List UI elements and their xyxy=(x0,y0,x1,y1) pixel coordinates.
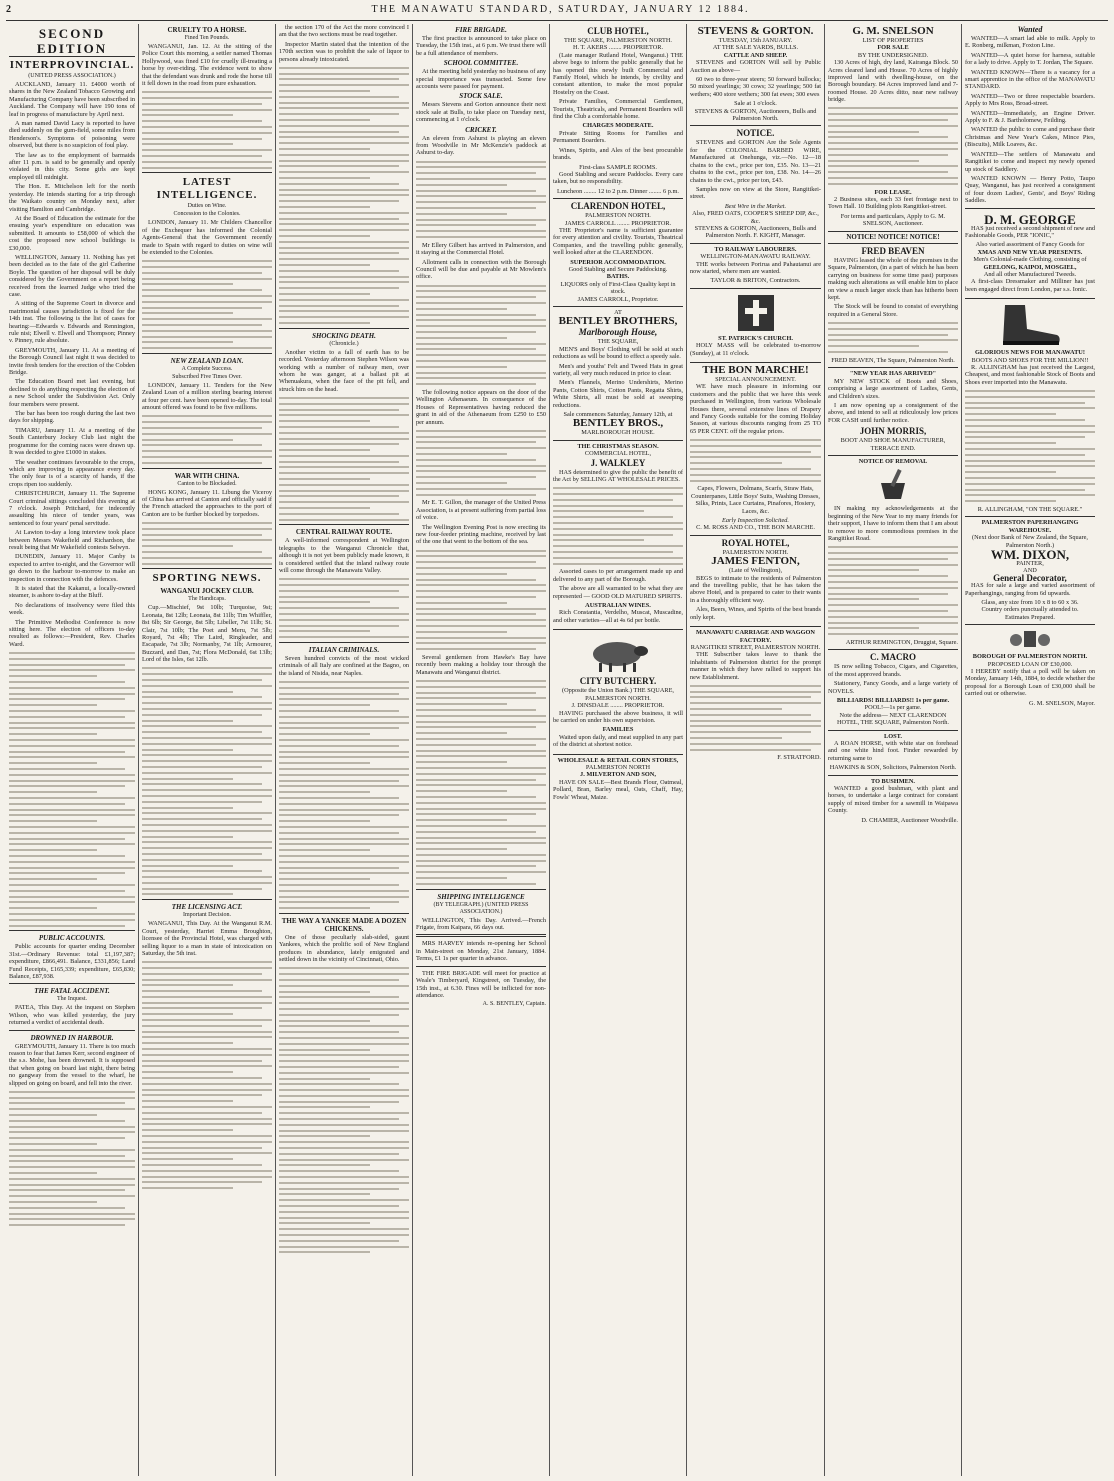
text-lines xyxy=(279,578,409,638)
ad-line: F. STRATFORD. xyxy=(777,754,821,762)
subheading: Duties on Wine. xyxy=(187,203,227,210)
subheading: Important Decision. xyxy=(183,912,231,919)
ad-line: JAMES CARROLL, Proprietor. xyxy=(577,295,659,303)
text-lines xyxy=(9,652,135,926)
ad-line: LIQUORS only of First-Class Quality kept in stock. xyxy=(560,280,676,296)
bon-marche-ad xyxy=(690,363,821,536)
ad-line: ARTHUR REMINGTON, Druggist, Square. xyxy=(845,638,958,646)
ad-line: XMAS AND NEW YEAR PRESENTS. xyxy=(977,248,1083,256)
ad-text: WANTED a good bushman, with plant and horses, to undertake a large contract for constant supply of mixed timber for a sawmill in Waipawa County. xyxy=(828,785,958,815)
text-lines xyxy=(828,107,958,184)
ad-line: LIST OF PROPERTIES xyxy=(862,37,924,44)
loan-heading: NEW ZEALAND LOAN. xyxy=(170,356,244,365)
ad-title: Marlborough House, xyxy=(578,327,658,338)
ad-text: HOLY MASS will be celebrated to-morrow (Sunday), at 11 o'clock. xyxy=(690,342,821,357)
fire-brigade-heading: FIRE BRIGADE. xyxy=(455,26,507,34)
article-paragraph: HONG KONG, January 11. Libung the Viceroy of China has arrived at Canton and officially said if the French attacked the approaches to the port of Canton are to be further blocked by torpedoes. xyxy=(142,488,272,518)
lost-horse-ad xyxy=(828,731,958,776)
article-paragraph: WANGANUI, This Day. At the Wanganui R.M. Court, yesterday, Harriet Emma Broughton, licensee of the Provincial Hotel, was charged with selling liquor to a man in state of intoxication on Saturday, the 5th inst. xyxy=(142,920,272,957)
ad-line: POOL!—1s per game. xyxy=(864,704,922,712)
ad-line: FOR SALE xyxy=(877,44,909,52)
ad-line: Sale at 1 o'clock. xyxy=(734,100,777,108)
article-paragraph: The law as to the employment of barmaids after 11 p.m. is said to be generally and openly violated in this city. Some girls are kept employed till midnight. xyxy=(9,151,135,181)
ad-title: CITY BUTCHERY. xyxy=(579,676,657,687)
ad-line: SUPERIOR ACCOMMODATION. xyxy=(570,258,666,266)
bushmen-ad xyxy=(828,776,958,827)
ad-line: THE SQUARE, xyxy=(597,338,639,346)
subheading: A Complete Success. xyxy=(181,365,233,372)
article-paragraph: GREYMOUTH, January 11. There is too much reason to fear that James Kerr, second engineer of the s.s. Mohe, has been drowned. It is supposed that when going on board last night, there being no gangway from the vessel to the wharf, he slipped on going on board, and fell into the river. xyxy=(9,1042,135,1087)
text-lines xyxy=(690,685,821,751)
article-paragraph: It is stated that the Kakanui, a locally-owned steamer, is ashore to-day at the Bluff. xyxy=(9,585,135,600)
text-lines xyxy=(416,161,546,238)
shipping-heading: SHIPPING INTELLIGENCE xyxy=(437,892,525,901)
ad-line: TO RAILWAY LABOURERS. xyxy=(714,245,797,253)
article-paragraph: the section 170 of the Act the more convinced I am that the two sections must be read together. xyxy=(279,24,409,39)
ad-text: The above are all warranted to be what they are represented — GOOD OLD MATURED SPIRITS. xyxy=(553,585,683,600)
ad-line: WHOLESALE & RETAIL CORN STORES, xyxy=(557,756,679,764)
boot-icon xyxy=(995,303,1065,347)
ad-title: WM. DIXON, xyxy=(990,546,1070,562)
licensing-heading: THE LICENSING ACT. xyxy=(171,903,243,912)
ad-text: MY NEW STOCK of Boots and Shoes, comprising a large assortment of Ladies, Gents, and Children's sizes. xyxy=(828,377,958,400)
sheep-icon xyxy=(583,634,653,674)
article-paragraph: Mr E. T. Gillon, the manager of the United Press Association, is at present suffering from partial loss of voice. xyxy=(416,499,546,522)
ad-line: Estimates Prepared. xyxy=(1004,613,1055,621)
article-paragraph: A well-informed correspondent at Wellington telegraphs to the Wanganui Chronicle that, although it is not yet been publicly made known, it is considered settled that the inland railway route will come through the Manawatu Valley. xyxy=(279,537,409,575)
text-lines xyxy=(690,439,821,482)
column-8 xyxy=(962,24,1098,1476)
second-edition-heading: SECOND EDITION xyxy=(9,26,135,57)
ad-text: Private Families, Commercial Gentlemen, Tourists, Theatricals, and Permanent Boarders will find the Club a comfortable home. xyxy=(553,98,683,121)
article-paragraph: The Primitive Methodist Conference is now sitting here. The election of officers to-day resulted as follows:—President, Rev. Charles Ward. xyxy=(9,618,135,648)
carriage-factory-ad xyxy=(690,627,821,765)
text-lines xyxy=(279,67,409,324)
ad-text: 2 Business sites, each 33 feet frontage next to Town Hall. 10 Building plots Rangitikei-street. xyxy=(828,196,958,211)
ad-text: Stationery, Fancy Goods, and a large variety of NOVELS. xyxy=(828,680,958,695)
article-paragraph: DUNEDIN, January 11. Major Canby is expected to arrive to-night, and the Governor will go down to the harbour to-morrow to make an inspection in connection with the defences. xyxy=(9,553,135,583)
ad-text: BEGS to intimate to the residents of Palmerston and the travelling public, that he has taken the above Hotel, and is prepared to cater to their wants in a thoroughly efficient way. xyxy=(690,574,821,604)
ad-line: JAMES CARROLL ........ PROPRIETOR. xyxy=(564,219,672,227)
beaven-ad xyxy=(828,244,958,368)
stevens-gorton-sale-ad xyxy=(690,24,821,126)
ad-line: THE CHRISTMAS SEASON. xyxy=(577,442,659,450)
wanted-ad: WANTED—A quiet horse for harness, suitable for a lady to drive. Apply to T. Jordan, The Square. xyxy=(965,51,1095,67)
text-lines xyxy=(142,667,272,895)
ad-line: COMMERCIAL HOTEL, xyxy=(584,450,652,458)
stock-sale-heading: STOCK SALE. xyxy=(459,92,503,101)
ad-line: Men's Colonial-made Clothing, consisting of xyxy=(973,256,1087,264)
ad-title: BENTLEY BROTHERS, xyxy=(558,315,678,328)
article-paragraph: Messrs Stevens and Gorton announce their next stock sale at Bulls, to take place on Tuesday next, commencing at 1 o'clock. xyxy=(416,101,546,124)
article-paragraph: A man named David Lacy is reported to have died suddenly on the gum-field, some miles from Henderson's. Symptoms of poisoning were observed, but there is no suspicion of foul play. xyxy=(9,120,135,150)
column-2 xyxy=(139,24,276,1476)
ad-line: D. CHAMIER, Auctioneer Woodville. xyxy=(861,816,958,824)
article-paragraph: Inspector Martin stated that the intention of the 170th section was to prohibit the sale of liquor to persons already intoxicated. xyxy=(279,40,409,63)
subheading: (Chronicle.) xyxy=(329,340,359,347)
ad-text: MEN'S and Boys' Clothing will be sold at such reductions as will be bound to effect a speedy sale. xyxy=(553,345,683,361)
ad-text: STEVENS and GORTON Are the Sole Agents for the COLONIAL BARBED WIRE, Manufactured at Onehunga, viz.—No. 12—18 chains to the cwt., price per ton, £35. No. 13—21 chains to the cwt., price per ton, £38. No. 14—26 chains to the cwt., price per ton, £43. xyxy=(690,139,821,184)
ad-text: R. ALLINGHAM has just received the Largest, Cheapest, and most fashionable Stock of Boots and Shoes ever imported into the Manawatu. xyxy=(965,364,1095,386)
ad-title: C. MACRO xyxy=(870,652,916,663)
text-lines xyxy=(416,285,546,386)
ad-line: (Next door Bank of New Zealand, the Square, Palmerston North.) xyxy=(972,534,1088,549)
ad-text: A ROAN HORSE, with white star on forehead and one white hind foot. Finder rewarded by returning same to xyxy=(828,739,958,762)
ad-line: J. MILVERTON AND SON, xyxy=(580,771,656,779)
subheading: Canton to be Blockaded. xyxy=(177,480,237,487)
article-paragraph: PATEA, This Day. At the inquest on Stephen Wilson, who was killed yesterday, the jury returned a verdict of accidental death. xyxy=(9,1004,135,1027)
walkley-ad xyxy=(553,441,683,630)
ad-line: FRED BEAVEN, The Square, Palmerston North. xyxy=(831,356,955,364)
cricket-heading: CRICKET. xyxy=(465,125,497,134)
ad-line: TAYLOR & BRITON, Contractors. xyxy=(710,277,801,285)
ad-line: PROPOSED LOAN OF £30,000. xyxy=(987,660,1073,668)
ad-line: Best Wire in the Market. xyxy=(724,202,787,210)
ad-text: 130 Acres of high, dry land, Kairanga Block. 50 Acres cleared land and House. 70 Acres of highly improved land with dwelling-house, on the Borough boundary. 84 Acres improved land and 7-roomed House. 20 Acres ditto, near new railway bridge. xyxy=(828,59,958,104)
article-paragraph: LONDON, January 11. Tenders for the New Zealand Loan of a million sterling bearing interest at four per cent. have been opened to-day. The total amount offered was found to be five millions. xyxy=(142,381,272,412)
italian-criminals-heading: ITALIAN CRIMINALS. xyxy=(308,646,380,655)
ad-line: Early Inspection Solicited. xyxy=(722,517,789,525)
ad-title: CLUB HOTEL, xyxy=(587,26,649,36)
corn-stores-ad xyxy=(553,755,683,806)
ad-title: STEVENS & GORTON. xyxy=(697,25,814,37)
ad-line: STEVENS & GORTON, Auctioneers, Bulls and Palmerston North. xyxy=(694,107,817,123)
allingham-ad xyxy=(965,299,1095,517)
article-paragraph: Seven hundred convicts of the most wicked criminals of all Italy are confined at the Bagno, on the island of Nisida, near Naples. xyxy=(279,655,409,677)
ad-line: SPECIAL ANNOUNCEMENT. xyxy=(715,376,796,383)
barbed-wire-notice-ad xyxy=(690,126,821,243)
ad-text: Men's and youths' Felt and Tweed Hats in great variety, all very much reduced in price to clear. xyxy=(553,362,683,378)
ad-text: IN making my acknowledgements at the beginning of the New Year to my many friends for their support, I have to inform them that I am about to remove to more commodious premises in the Rangitikei Road. xyxy=(828,505,958,542)
morris-boots-ad xyxy=(828,368,958,456)
fire-brigade-ad: THE FIRE BRIGADE will meet for practice at Weale's Timberyard, Kingstreet, on Tuesday, the 15th inst., at 6.30. Fines will be inflicted for non-attendance. xyxy=(416,969,546,999)
ad-text: (Late manager Rutland Hotel, Wanganui.) THE above begs to inform the public generally that he has opened this newly built Commercial and Family Hotel, which he intends, by civility and constant attention, to make the most popular Hostelry on the Coast. xyxy=(553,51,683,96)
club-hotel-ad xyxy=(553,24,683,199)
ad-line: C. M. ROSS AND CO., THE BON MARCHE. xyxy=(696,524,815,532)
article-paragraph: Allotment calls in connection with the Borough Council will be due and payable at Mr Mowlem's office. xyxy=(416,258,546,281)
article-paragraph: At Lawton to-day a long interview took place between Messrs Wakefield and Richardson, the result being that Mr Wakefield contests Selwyn. xyxy=(9,529,135,551)
public-accounts-heading: PUBLIC ACCOUNTS. xyxy=(38,934,106,943)
george-ad xyxy=(965,212,1095,300)
ad-line: Good Stabling and Secure Paddocking. xyxy=(568,265,668,273)
text-lines xyxy=(828,322,958,353)
column-4 xyxy=(413,24,550,1476)
text-lines xyxy=(965,390,1095,502)
ad-text: A first-class Dressmaker and Milliner has just been engaged direct from London, par s.s. Ionic. xyxy=(965,278,1095,293)
ad-line: BY THE UNDERSIGNED. xyxy=(857,51,929,59)
ad-line: WELLINGTON-MANAWATU RAILWAY. xyxy=(700,253,811,261)
notice-bar: NOTICE! NOTICE! NOTICE! xyxy=(828,232,958,244)
ad-text: Wines, Spirits, and Ales of the best procurable brands. xyxy=(553,146,683,162)
war-china-heading: WAR WITH CHINA. xyxy=(174,471,240,480)
subheading: The Handicaps. xyxy=(188,596,226,603)
remington-removal-ad xyxy=(828,456,958,650)
ad-line: H. T. AKERS ........ PROPRIETOR. xyxy=(572,44,664,52)
text-lines xyxy=(553,487,683,564)
ad-line: (Opposite the Union Bank.) THE SQUARE, PALMERSTON NORTH. xyxy=(562,687,674,702)
ad-line: Country orders punctually attended to. xyxy=(981,606,1079,614)
mortar-pestle-icon xyxy=(875,467,911,503)
article-paragraph: The bar has been too rough during the last two days for shipping. xyxy=(9,410,135,425)
ad-line: STEVENS & GORTON, Auctioneers, Bulls and Palmerston North. F. KIGHT, Manager. xyxy=(694,224,817,240)
ad-line: PALMERSTON NORTH xyxy=(585,763,651,771)
article-paragraph: AUCKLAND, January 11. £4000 worth of shares in the New Zealand Tobacco Growing and Manufacturing Company have been subscribed in Auckland. The Company will have 190 tons of leaf in progress of manufacture by April next. xyxy=(9,81,135,118)
jockey-club-heading: WANGANUI JOCKEY CLUB. xyxy=(160,587,254,596)
ad-title: J. WALKLEY xyxy=(590,457,646,468)
text-lines xyxy=(142,260,272,349)
ad-line: Luncheon ........ 12 to 2 p.m. Dinner ........ 6 p.m. xyxy=(557,187,679,195)
wanted-ad: WANTED—Two or three respectable boarders. Apply to Mrs Ross, Broad-street. xyxy=(965,92,1095,108)
article-paragraph: WANGANUI, Jan. 12. At the sitting of the Police Court this morning, a settler named Thomas Hollywood, was fined £10 for cruelly ill-treating a horse by over-riding. The evidence went to show that the defendant was drunk and rode the horse till it fell down in the road from pure exhaustion. xyxy=(142,43,272,88)
ad-line: BILLIARDS! BILLIARDS!! 1s per game. xyxy=(836,696,950,704)
subheading: The Inquest. xyxy=(57,996,87,1003)
ad-text: HAS determined to give the public the benefit of the Act by SELLING AT WHOLESALE PRICES. xyxy=(553,468,683,484)
railway-route-heading: CENTRAL RAILWAY ROUTE. xyxy=(295,528,393,537)
snelson-properties-ad xyxy=(828,24,958,232)
ad-text: STEVENS and GORTON Will sell by Public Auction as above— xyxy=(690,59,821,74)
article-paragraph: The first practice is announced to take place on Tuesday, the 15th inst., at 6 p.m. We trust there will be a full attendance of members. xyxy=(416,35,546,57)
ad-line: AT THE SALE YARDS, BULLS. xyxy=(712,44,799,52)
article-paragraph: WELLINGTON, January 11. Nothing has yet been decided as to the fate of the girl Catherine Boyle. The question of her disposal will be duly considered by the Government on a report being received from the learned Judge who tried the case. xyxy=(9,253,135,298)
text-lines xyxy=(279,681,409,909)
ad-line: For terms and particulars, Apply to G. M. SNELSON, Auctioneer. xyxy=(840,212,946,228)
ad-line: GEELONG, KAIPOI, MOSGIEL, xyxy=(983,263,1077,271)
ad-line: J. DINSDALE ........ PROPRIETOR. xyxy=(571,702,665,710)
cruelty-heading: CRUELTY TO A HORSE. xyxy=(167,26,247,34)
cross-icon xyxy=(736,293,776,333)
ad-title: JAMES FENTON, xyxy=(711,555,800,568)
school-committee-heading: SCHOOL COMMITTEE. xyxy=(443,59,519,68)
ad-line: PAINTER, xyxy=(1016,559,1044,567)
article-paragraph: LONDON, January 11. Mr Childers Chancellor of the Exchequer has informed the Colonial Agents-General that the Government recently made to Spain with regard to duties on wine will be extended to the Colonies. xyxy=(142,219,272,257)
ad-text: THE Subscriber takes leave to thank the inhabitants of Palmerston district for the prompt manner in which they have rallied to support his new Establishment. xyxy=(690,651,821,681)
article-paragraph: At the meeting held yesterday no business of any special importance was transacted. Some few accounts were passed for payment. xyxy=(416,68,546,91)
ad-title: G. M. SNELSON xyxy=(852,25,934,37)
coat-of-arms-icon xyxy=(1008,629,1052,651)
ad-line: First-class SAMPLE ROOMS. xyxy=(579,163,657,171)
signature: A. S. BENTLEY, Captain. xyxy=(482,1001,546,1008)
ad-line: General Decorator, xyxy=(993,572,1067,583)
clarendon-hotel-ad xyxy=(553,199,683,307)
wanted-ad: WANTED the public to come and purchase their Christmas and New Year's Cakes, Mince Pies, (Biscuits), Milk Loaves, &c. xyxy=(965,126,1095,149)
subheading: (BY TELEGRAPH.) (UNITED PRESS ASSOCIATION.) xyxy=(433,901,529,915)
article-paragraph: The following notice appears on the door of the Wellington Athenaeum. In consequence of the Houses of Representatives having reduced the grant in aid of the Athenaeum from £250 to £50 per annum. xyxy=(416,389,546,426)
city-butchery-ad xyxy=(553,630,683,754)
ad-title: NOTICE. xyxy=(736,128,775,139)
column-6 xyxy=(687,24,825,1476)
ad-text: Ales, Beers, Wines, and Spirits of the best brands only kept. xyxy=(690,606,821,621)
drowned-heading: DROWNED IN HARBOUR. xyxy=(30,1033,114,1042)
masthead xyxy=(6,4,1108,21)
ad-title: FRED BEAVEN xyxy=(861,246,925,257)
ad-line: PALMERSTON PAPERHANGING WAREHOUSE. xyxy=(981,519,1079,534)
ad-text: WE have much pleasure in informing our customers and the public that we have this week purchased in Wellington, from various Wholesale Houses there, several extensive lines of Drapery and Fancy Goods suitable for the coming Holiday Season, at various discounts ranging from 25 TO 65 PER CENT. off the regular prices. xyxy=(690,383,821,435)
ad-line: CHARGES MODERATE. xyxy=(582,122,654,130)
article-paragraph: GREYMOUTH, January 11. At a meeting of the Borough Council last night it was decided to invite fresh tenders for the erection of the Cobden Bridge. xyxy=(9,346,135,377)
ad-line: PALMERSTON NORTH. xyxy=(722,548,789,556)
ad-line: NOTICE OF REMOVAL xyxy=(858,457,928,465)
article-paragraph: The Wellington Evening Post is now erecting its new four-feeder printing machine, received by last of the one that went to the bottom of the sea. xyxy=(416,523,546,546)
article-paragraph: One of those peculiarly slab-sided, gaunt Yankees, which the prolific soil of New England produces in abundance, lately emigrated and settled down in the vicinity of Cincinnati, Ohio. xyxy=(279,933,409,964)
ad-title: D. M. GEORGE xyxy=(984,211,1076,227)
article-paragraph: Public accounts for quarter ending December 31st.—Ordinary Revenue: total £1,197,387; expenditure, £866,491. Balance, £331,856; Land Fund Receipts, £165,339; expenditure, £65,830; Balance, £87,938. xyxy=(9,943,135,980)
ad-line: And all other Manufactured Tweeds. xyxy=(983,270,1077,278)
interprovincial-heading: INTERPROVINCIAL. xyxy=(9,59,135,71)
ad-line: BOOTS AND SHOES FOR THE MILLION!! xyxy=(971,356,1089,364)
ad-line: BOROUGH OF PALMERSTON NORTH. xyxy=(972,653,1088,661)
article-paragraph: A sitting of the Supreme Court in divorce and matrimonial causes jurisdiction is fixed for the 14th inst. The following is the list of cases for hearing:—Edwards v. Edwards and Rennington, rule nisi; Elwell v. Elwell and Thompson; Pinney v. Pinney, rule absolute. xyxy=(9,300,135,345)
text-lines xyxy=(279,967,409,1253)
text-lines xyxy=(416,550,546,651)
ad-text: Good Stabling and secure Paddocks. Every care taken, but no responsibility. xyxy=(553,170,683,186)
ad-line: CATTLE AND SHEEP. xyxy=(723,51,788,59)
ad-text: HAS for sale a large and varied assortment of Paperhangings, ranging from 6d upwards. xyxy=(965,582,1095,597)
text-lines xyxy=(9,1091,135,1226)
dixon-ad xyxy=(965,517,1095,625)
column-3 xyxy=(276,24,413,1476)
bentley-brothers-ad xyxy=(553,307,683,441)
masthead-title: THE MANAWATU STANDARD, SATURDAY, JANUARY 12 1884. xyxy=(371,4,750,15)
article-paragraph: Mr Ellery Gilbert has arrived in Palmerston, and it staying at the Commercial Hotel. xyxy=(416,241,546,257)
ad-text: I am now opening up a consignment of the above, and intend to sell at ridiculously low prices FOR CASH until further notice. xyxy=(828,401,958,424)
wanted-ad: WANTED—The settlers of Manawatu and Rangitikei to come and inspect my newly opened up stock of Saddlery. xyxy=(965,150,1095,173)
ad-line: R. ALLINGHAM, "ON THE SQUARE." xyxy=(977,505,1083,513)
text-lines xyxy=(142,522,272,565)
column-1 xyxy=(6,24,139,1476)
text-lines xyxy=(142,961,272,1189)
yankee-heading: THE WAY A YANKEE MADE A DOZEN CHICKENS. xyxy=(281,916,407,933)
ad-text: HAVING leased the whole of the premises in the Square, Palmerston, (in a part of which he has been carrying on business for some time past) purposes making such alterations as will enable him to place on view a much larger stock than has hitherto been kept. xyxy=(828,257,958,302)
text-lines xyxy=(142,415,272,463)
ad-line: Also varied assortment of Fancy Goods for xyxy=(975,241,1085,249)
text-lines xyxy=(416,430,546,496)
ad-line: HAWKINS & SON, Solicitors, Palmerston North. xyxy=(829,764,957,772)
ad-line: Note the address— NEXT CLARENDON HOTEL, THE SQUARE, Palmerston North. xyxy=(837,711,949,727)
article-paragraph: The Education Board met last evening, but declined to do anything respecting the election of a new School under the Subdivision Act. Only four members were present. xyxy=(9,378,135,408)
railway-labourers-ad xyxy=(690,244,821,289)
latest-intelligence-heading: LATEST INTELLIGENCE. xyxy=(156,176,258,202)
ad-title: CLARENDON HOTEL, xyxy=(570,201,666,212)
ad-line: "NEW YEAR HAS ARRIVED" xyxy=(849,370,937,378)
ad-line: (Late of Wellington), xyxy=(728,567,783,575)
ad-title: THE BON MARCHE! xyxy=(702,364,809,376)
article-paragraph: Another victim to a fall of earth has to be recorded. Yesterday afternoon Stephen Wilson was working with a number of railway men, over whom he was ganger, at a ballast pit at Whenuakura, when the face of the pit fell, and struck him on the head. xyxy=(279,348,409,393)
column-7 xyxy=(825,24,962,1476)
article-paragraph: Several gentlemen from Hawke's Bay have recently been making a holiday tour through the Manawatu and Wanganui district. xyxy=(416,653,546,676)
ad-line: Glass, any size from 10 x 8 to 60 x 36. xyxy=(981,599,1079,607)
ad-line: TO BUSHMEN. xyxy=(871,777,915,785)
subheading: Fined Ten Pounds. xyxy=(184,35,230,41)
ad-text: THE Proprietor's name is sufficient guarantee for every attention and civility. Tourists, Theatrical Companies, and the travelling public generally, well looked after at the CLARENDON. xyxy=(553,226,683,257)
royal-hotel-ad xyxy=(690,536,821,627)
ad-text: The Stock will be found to consist of everything required in a General Store. xyxy=(828,303,958,318)
ad-text: THE works between Porirua and Pahautanui are now started, where men are wanted. xyxy=(690,260,821,275)
article-paragraph: CHRISTCHURCH, January 11. The Supreme Court criminal sittings concluded this evening at 7 o'clock. Joseph Pritchard, for indecently assaulting his niece of tender years, was sentenced to four years' penal servitude. xyxy=(9,490,135,527)
ad-title: ROYAL HOTEL, xyxy=(721,537,790,548)
ad-text: HAS just received a second shipment of new and Fashionable Goods, PER "IONIC," xyxy=(965,224,1095,239)
text-lines xyxy=(416,680,546,885)
wanted-ad: WANTED—Immediately, an Engine Driver. Apply to F. & J. Bartholomew, Feilding. xyxy=(965,109,1095,125)
ad-line: FOR LEASE. xyxy=(874,188,912,196)
ad-line: BATHS. xyxy=(606,273,630,281)
ad-title: BENTLEY BROS., xyxy=(572,417,664,430)
text-lines xyxy=(279,397,409,521)
ad-title: JOHN MORRIS, xyxy=(859,426,927,437)
ad-line: RANGITIKEI STREET, PALMERSTON NORTH. xyxy=(690,643,821,651)
ad-line: Also, FRED OATS, COOPER'S SHEEP DIP, &c., &c. xyxy=(692,210,819,225)
wanted-ad: WANTED KNOWN — Henry Potto, Taupo Quay, Wanganui, has just received a consignment of four dozen Ladies', Gents', and Boys' Riding Saddles. xyxy=(965,174,1095,205)
page-number: 2 xyxy=(6,4,13,15)
text-lines xyxy=(828,546,958,635)
article-paragraph: WELLINGTON, This Day. Arrived.—French Frigate, from Kaipara, 66 days out. xyxy=(416,916,546,932)
fatal-accident-heading: THE FATAL ACCIDENT. xyxy=(34,987,110,996)
ad-line: TUESDAY, 15th JANUARY. xyxy=(718,37,793,44)
ad-text: HAVING purchased the above business, it will be carried on under his own supervision. xyxy=(553,709,683,724)
ad-line: THE SQUARE, PALMERSTON NORTH. xyxy=(564,37,672,44)
ad-text: I HEREBY notify that a poll will be taken on Monday, January 14th, 1884, to decide whether the proposal for a Borough Loan of £30,000 shall be carried out or otherwise. xyxy=(965,668,1095,698)
text-lines xyxy=(142,91,272,168)
article-paragraph: Cup.—Mischief, 9st 10lb; Turquoise, 9st; Leonata, 8st 12lb; Leonata, 8st 11lb; Tim Whiffler, 8st 6lb; Sir George, 8st 5lb; Libeller, 7st 11lb; St. Clair, 7st 10lb; The Poet and Meru, 7st 5lb; Royard, 7st 4lb; The Laird, Ringleader, and Escapade, 7st 3lb; Normanby, 7st 1lb; Armourer, Buzzard, and Dan, 7st; Flora McDonald, 6st 13lb; Lord of the Isles, 6st 12lb. xyxy=(142,604,272,664)
ad-line: LOST. xyxy=(884,732,902,740)
ad-text: Assorted cases to per arrangement made up and delivered to any part of the Borough. xyxy=(553,568,683,583)
subheading: Concession to the Colonies. xyxy=(173,211,241,218)
ad-text: HAVE ON SALE—Best Brands Flour, Oatmeal, Pollard, Bran, Barley meal, Oats, Chaff, Hay, Fowls' Wheat, Maize. xyxy=(553,778,683,801)
article-paragraph: An eleven from Ashurst is playing an eleven from Woodville in Mr McKenzie's paddock at Ashurst to-day. xyxy=(416,134,546,157)
ad-text: Rich Constantia, Verdelho, Muscat, Muscadine, and other varieties—all at 4s 6d per bottle. xyxy=(553,609,683,624)
press-credit: (UNITED PRESS ASSOCIATION.) xyxy=(28,73,116,79)
ad-line: BOOT AND SHOE MANUFACTURER, TERRACE END. xyxy=(840,437,946,452)
ad-text: Men's Flannels, Merino Undershirts, Merino Pants, Cotton Shirts, Cotton Pants, Regatta Shirts, White Shirts, all must be sold at sweeping reductions. xyxy=(553,379,683,409)
ad-line: ST. PATRICK'S CHURCH. xyxy=(718,334,793,342)
wanted-ad: WANTED KNOWN—There is a vacancy for a smart apprentice in the office of the MANAWATU STANDARD. xyxy=(965,68,1095,91)
ad-line: AT xyxy=(614,309,622,316)
wanted-ad: WANTED—A smart lad able to milk. Apply to E. Ronberg, milkman, Foxton Line. xyxy=(965,35,1095,50)
ad-text: Samples now on view at the Store, Rangitikei-street. xyxy=(690,185,821,201)
ad-line: G. M. SNELSON, Mayor. xyxy=(1029,699,1095,707)
article-paragraph: The Hon. E. Mitchelson left for the north yesterday. He intends starting for a trip through the Waikato country on Monday next, after visiting Hamilton and Cambridge. xyxy=(9,183,135,213)
st-patricks-ad xyxy=(690,289,821,363)
wanted-heading: Wanted xyxy=(1017,25,1043,34)
article-paragraph: At the Board of Education the estimate for the ensuing year's expenditure on education was submitted. It amounts to £58,000 of which the cost the proposed new school buildings is £30,000. xyxy=(9,214,135,252)
ad-text: Waited upon daily, and meat supplied in any part of the district at shortest notice. xyxy=(553,733,683,749)
macro-tobacco-ad xyxy=(828,650,958,730)
sporting-heading: SPORTING NEWS. xyxy=(152,572,262,585)
ad-text: Private Sitting Rooms for Families and Permanent Boarders. xyxy=(553,129,683,145)
article-paragraph: No declarations of insolvency were filed this week. xyxy=(9,601,135,617)
ad-text: IS now selling Tobacco, Cigars, and Cigarettes, of the most approved brands. xyxy=(828,663,958,678)
subheading: Subscribed Five Times Over. xyxy=(172,373,242,380)
ad-line: PALMERSTON NORTH. xyxy=(585,212,651,220)
ad-line: FAMILIES xyxy=(602,726,634,734)
ad-line: AUSTRALIAN WINES. xyxy=(585,602,651,610)
ad-line: Sale commences Saturday, January 12th, at xyxy=(563,411,673,419)
ad-line: GLORIOUS NEWS FOR MANAWATU! xyxy=(975,349,1085,357)
borough-loan-ad xyxy=(965,625,1095,710)
ad-line: MARLBOROUGH HOUSE. xyxy=(581,429,655,437)
ad-text: Capes, Flowers, Dolmans, Scarfs, Straw Hats, Counterpanes, Little Boys' Suits, Washing Dresses, Silks, Prints, Lace Curtains, Pinafores, Hosiery, Laces, &c. xyxy=(691,485,820,515)
article-paragraph: TIMARU, January 11. At a meeting of the South Canterbury Jockey Club last night the programme for the coming races were drawn up. It was decided to give £1000 in stakes. xyxy=(9,426,135,457)
ad-text: 60 two to three-year steers; 50 forward bullocks; 50 mixed yearlings; 30 cows; 32 yearlings; 500 fat wethers; 400 store wethers; 300 fat ewes; 300 ewes xyxy=(690,76,821,98)
column-5 xyxy=(550,24,687,1476)
ad-line: AND xyxy=(1023,567,1037,575)
article-paragraph: The weather continues favourable to the crops, which are improving in appearance every day. The only fear is of a scarcity of hands, if the crops ripen too suddenly. xyxy=(9,458,135,488)
ad-line: MANAWATU CARRIAGE AND WAGGON FACTORY. xyxy=(696,629,815,644)
harvey-school-ad: MRS HARVEY intends re-opening her School in Main-street on Monday, 21st January, 1884. Terms, £1 1s per quarter in advance. xyxy=(416,940,546,963)
shocking-death-heading: SHOCKING DEATH. xyxy=(312,331,376,340)
